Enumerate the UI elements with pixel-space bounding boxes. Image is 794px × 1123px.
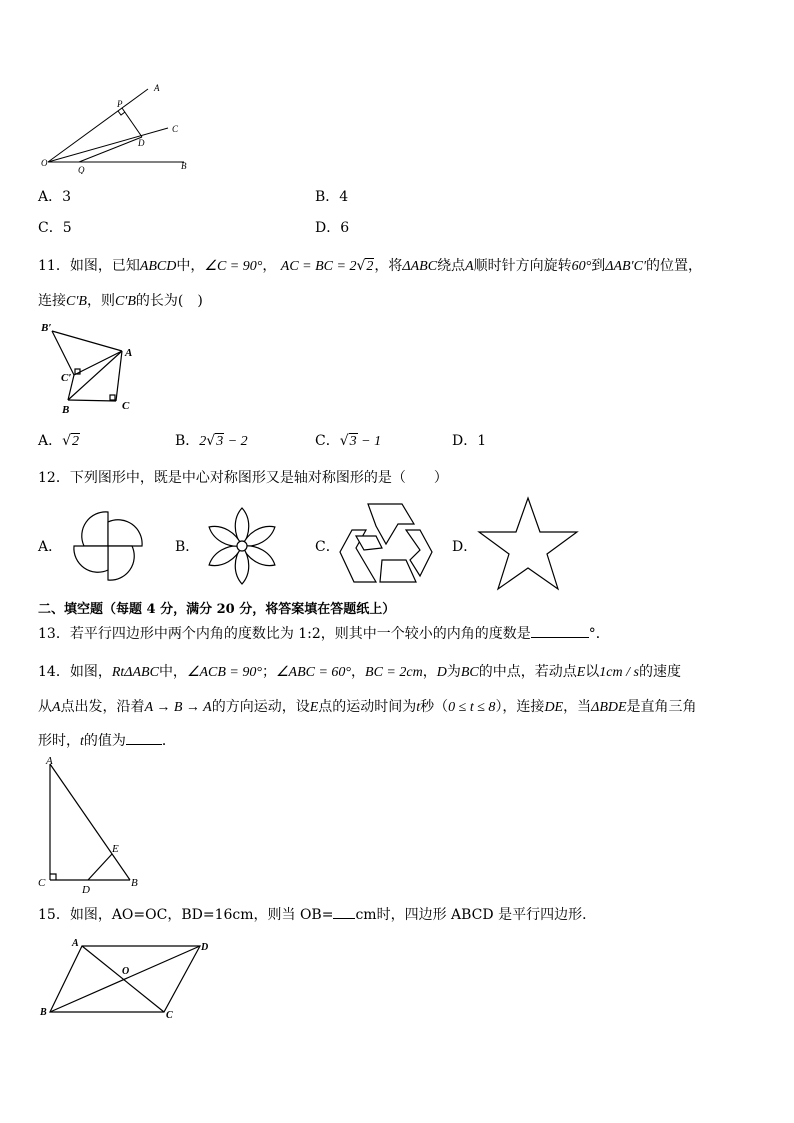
q15-label-d: D <box>201 942 209 953</box>
q14-label-e: E <box>112 843 119 855</box>
q10-option-c[interactable]: C．5 <box>38 220 72 236</box>
q12-option-a[interactable]: A． <box>38 539 63 555</box>
q11-label-c: C <box>122 400 130 412</box>
q11-line1: 11．如图，已知ABCD中，∠C = 90°， AC = BC = 2√2，将ΔABC绕点A顺时针方向旋转60°到ΔAB′C′的位置， <box>38 258 703 274</box>
q14-figure <box>34 754 146 894</box>
q10-option-b[interactable]: B．4 <box>315 189 349 205</box>
q12-text: 12．下列图形中，既是中心对称图形又是轴对称图形的是（ ） <box>38 470 448 486</box>
q11-option-b[interactable]: B．2√3 − 2 <box>175 433 248 449</box>
q10-label-o: O <box>41 158 48 168</box>
q10-option-a[interactable]: A．3 <box>38 189 72 205</box>
q11-option-a[interactable]: A．√2 <box>38 433 80 449</box>
q15-figure <box>38 934 218 1020</box>
q14-line3: 形时，t的值为 ． <box>38 733 176 749</box>
q14-line1: 14．如图，RtΔABC中，∠ACB = 90°；∠ABC = 60°，BC = 2cm，D为BC的中点，若动点E以1cm / s的速度 <box>38 664 681 680</box>
q10-figure <box>36 78 196 174</box>
q11-label-cp: C′ <box>61 372 72 384</box>
q11-label-b: B <box>62 404 70 415</box>
q11-figure <box>38 317 138 415</box>
q11-option-d[interactable]: D．1 <box>452 433 487 449</box>
q15-text: 15．如图，AO=OC，BD=16cm，则当 OB= cm时，四边形 ABCD 是平行四边形． <box>38 907 597 923</box>
q14-label-a: A <box>46 755 53 767</box>
q13-text: 13．若平行四边形中两个内角的度数比为 1:2，则其中一个较小的内角的度数是 °． <box>38 626 610 642</box>
q14-label-d: D <box>82 884 90 894</box>
q15-answer-blank[interactable] <box>333 906 355 919</box>
q12-option-c[interactable]: C． <box>315 539 340 555</box>
q10-label-c: C <box>172 124 179 134</box>
q15-label-a: A <box>72 938 79 949</box>
q10-option-d[interactable]: D．6 <box>315 220 350 236</box>
q14-label-b: B <box>131 877 138 889</box>
q11-line2: 连接C′B，则C′B的长为( ) <box>38 293 203 309</box>
q12-pinwheel-icon <box>60 508 160 588</box>
q12-option-d[interactable]: D． <box>452 539 478 555</box>
q14-answer-blank[interactable] <box>126 732 162 745</box>
q10-label-b: B <box>181 161 187 171</box>
q11-option-c[interactable]: C．√3 − 1 <box>315 433 382 449</box>
section2-title: 二、填空题（每题 4 分，满分 20 分，将答案填在答题纸上） <box>38 602 396 617</box>
q15-label-b: B <box>40 1007 47 1018</box>
q10-label-q: Q <box>78 165 85 174</box>
q13-answer-blank[interactable] <box>531 625 589 638</box>
q11-label-bp: B′ <box>41 322 52 334</box>
q11-label-a: A <box>125 347 133 359</box>
q10-label-a: A <box>154 83 160 93</box>
q12-recycle-hexagon-icon <box>336 500 436 588</box>
q15-label-c: C <box>166 1010 173 1020</box>
q14-line2: 从A点出发，沿着A → B → A的方向运动，设E点的运动时间为t秒（0 ≤ t ≤ 8），连接DE，当ΔBDE是直角三角 <box>38 699 697 715</box>
q12-option-b[interactable]: B． <box>175 539 200 555</box>
q12-flower-icon <box>198 504 286 588</box>
q10-label-p: P <box>117 99 123 109</box>
q12-star-icon <box>476 496 580 592</box>
q10-label-d: D <box>138 138 145 148</box>
q14-label-c: C <box>38 877 46 889</box>
q15-label-o: O <box>122 966 130 977</box>
